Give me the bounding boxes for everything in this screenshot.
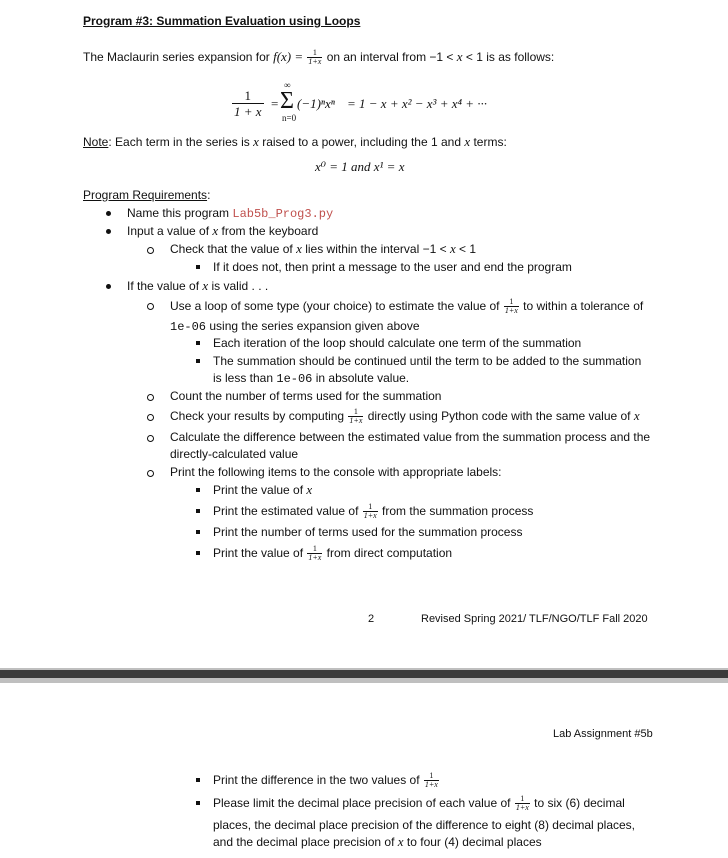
req-print-terms: Print the number of terms used for the summation process: [213, 525, 523, 539]
req-loop: Use a loop of some type (your choice) to estimate the value of $\frac{1}{1+x}$ to within a tolerance of: [170, 297, 644, 316]
square-bullet-icon: [196, 530, 200, 534]
square-bullet-icon: [196, 488, 200, 492]
req-print-difference: Print the difference in the two values of $\frac{1}{1+x}$: [213, 771, 438, 790]
req-stop-condition-cont: is less than 1e-06 in absolute value.: [213, 371, 410, 386]
note-line: Note: Each term in the series is x raised to a power, including the 1 and x terms:: [83, 134, 507, 149]
sigma-symbol: Σ: [280, 88, 294, 114]
circle-bullet-icon: [147, 303, 154, 310]
square-bullet-icon: [196, 341, 200, 345]
circle-bullet-icon: [147, 470, 154, 477]
req-iteration: Each iteration of the loop should calculate one term of the summation: [213, 336, 582, 350]
square-bullet-icon: [196, 509, 200, 513]
revision-note: Revised Spring 2021/ TLF/NGO/TLF Fall 2020: [421, 613, 648, 625]
page-separator-bar: [0, 670, 728, 678]
circle-bullet-icon: [147, 435, 154, 442]
req-precision-cont: places, the decimal place precision of the difference to eight (8) decimal places,: [213, 818, 636, 832]
circle-bullet-icon: [147, 414, 154, 421]
square-bullet-icon: [196, 801, 200, 805]
req-print-estimate: Print the estimated value of $\frac{1}{1+x}$ from the summation process: [213, 502, 534, 521]
req-print-x: Print the value of x: [213, 482, 313, 497]
req-valid: If the value of x is valid . . .: [127, 278, 269, 293]
square-bullet-icon: [196, 359, 200, 363]
req-invalid-message: If it does not, then print a message to the user and end the program: [213, 260, 572, 274]
page-title: Program #3: Summation Evaluation using Loops: [83, 14, 361, 28]
req-count-terms: Count the number of terms used for the summation: [170, 389, 442, 403]
req-loop-cont: 1e-06 using the series expansion given above: [170, 319, 420, 334]
series-term: (−1)ⁿxⁿ: [297, 96, 335, 111]
req-difference-cont: directly-calculated value: [170, 447, 299, 461]
sum-upper-limit: ∞: [284, 80, 291, 90]
equals-sign: =: [271, 96, 279, 111]
req-check-interval: Check that the value of x lies within the interval −1 < x < 1: [170, 241, 477, 256]
power-formula: x⁰ = 1 and x¹ = x: [315, 159, 405, 174]
req-difference: Calculate the difference between the estimated value from the summation process and the: [170, 430, 651, 444]
equation-lhs: $\frac{1}{1 + x}$: [234, 88, 262, 119]
intro-line: The Maclaurin series expansion for f(x) = $\frac{1}{1+x}$ on an interval from −1 < x < 1 is as follows:: [83, 48, 555, 67]
circle-bullet-icon: [147, 247, 154, 254]
req-check-results: Check your results by computing $\frac{1}{1+x}$ directly using Python code with the same value of x: [170, 407, 640, 426]
page-number: 2: [368, 613, 375, 625]
series-expansion: = 1 − x + x² − x³ + x⁴ + ···: [347, 96, 488, 111]
requirements-heading: Program Requirements:: [83, 188, 211, 202]
req-input: Input a value of x from the keyboard: [127, 223, 319, 238]
square-bullet-icon: [196, 265, 200, 269]
fraction: $\frac{1}{1+x}$: [308, 48, 322, 67]
req-program-name: Name this program Lab5b_Prog3.py: [127, 206, 334, 221]
page-2: [0, 683, 728, 858]
sum-lower-limit: n=0: [282, 113, 297, 123]
req-stop-condition: The summation should be continued until the term to be added to the summation: [213, 354, 642, 368]
req-print-direct: Print the value of $\frac{1}{1+x}$ from direct computation: [213, 544, 453, 563]
square-bullet-icon: [196, 551, 200, 555]
req-precision-cont2: and the decimal place precision of x to four (4) decimal places: [213, 834, 542, 849]
page-header: Lab Assignment #5b: [553, 728, 653, 740]
bullet-icon: [106, 229, 111, 234]
req-precision: Please limit the decimal place precision of each value of $\frac{1}{1+x}$ to six (6) decimal: [213, 794, 625, 813]
square-bullet-icon: [196, 778, 200, 782]
bullet-icon: [106, 211, 111, 216]
req-print-items: Print the following items to the console with appropriate labels:: [170, 465, 502, 479]
circle-bullet-icon: [147, 394, 154, 401]
bullet-icon: [106, 284, 111, 289]
